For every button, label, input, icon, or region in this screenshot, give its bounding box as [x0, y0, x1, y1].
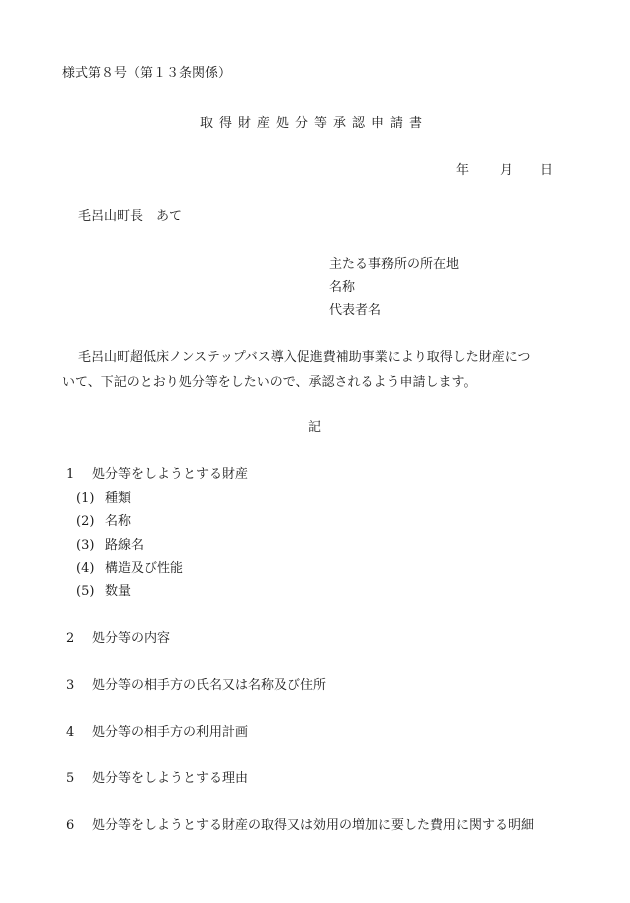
- item-text: 処分等の相手方の氏名又は名称及び住所: [92, 678, 327, 693]
- applicant-address-label: 主たる事務所の所在地: [329, 257, 460, 272]
- item-number: 1: [66, 467, 75, 482]
- form-number: 様式第８号（第１３条関係）: [62, 66, 232, 81]
- date-day: 日: [540, 163, 554, 178]
- subitem-number: (1): [76, 491, 95, 506]
- item-text: 処分等をしようとする理由: [92, 771, 249, 786]
- item-number: 6: [66, 818, 75, 833]
- item-number: 5: [66, 771, 75, 786]
- item-text: 処分等の相手方の利用計画: [92, 725, 249, 740]
- addressee: 毛呂山町長 あて: [78, 209, 183, 224]
- date-month: 月: [500, 163, 514, 178]
- body-paragraph-line-2: いて、下記のとおり処分等をしたいので、承認されるよう申請します。: [62, 375, 477, 390]
- subitem-text: 名称: [105, 514, 132, 529]
- subitem-number: (5): [76, 584, 95, 599]
- item-text: 処分等をしようとする財産の取得又は効用の増加に要した費用に関する明細: [92, 818, 535, 833]
- ki-heading: 記: [308, 420, 322, 435]
- subitem-text: 構造及び性能: [105, 561, 184, 576]
- document-title: 取得財産処分等承認申請書: [200, 116, 429, 131]
- body-paragraph-line-1: 毛呂山町超低床ノンステップバス導入促進費補助事業により取得した財産につ: [78, 350, 531, 365]
- item-number: 3: [66, 678, 75, 693]
- subitem-number: (2): [76, 514, 95, 529]
- subitem-text: 種類: [105, 491, 132, 506]
- applicant-name-label: 名称: [329, 280, 356, 295]
- item-text: 処分等の内容: [92, 631, 171, 646]
- item-number: 4: [66, 725, 75, 740]
- item-text: 処分等をしようとする財産: [92, 467, 249, 482]
- subitem-number: (3): [76, 538, 95, 553]
- subitem-text: 数量: [105, 584, 132, 599]
- subitem-number: (4): [76, 561, 95, 576]
- item-number: 2: [66, 631, 75, 646]
- subitem-text: 路線名: [105, 538, 145, 553]
- date-year: 年: [456, 163, 470, 178]
- applicant-representative-label: 代表者名: [329, 303, 382, 318]
